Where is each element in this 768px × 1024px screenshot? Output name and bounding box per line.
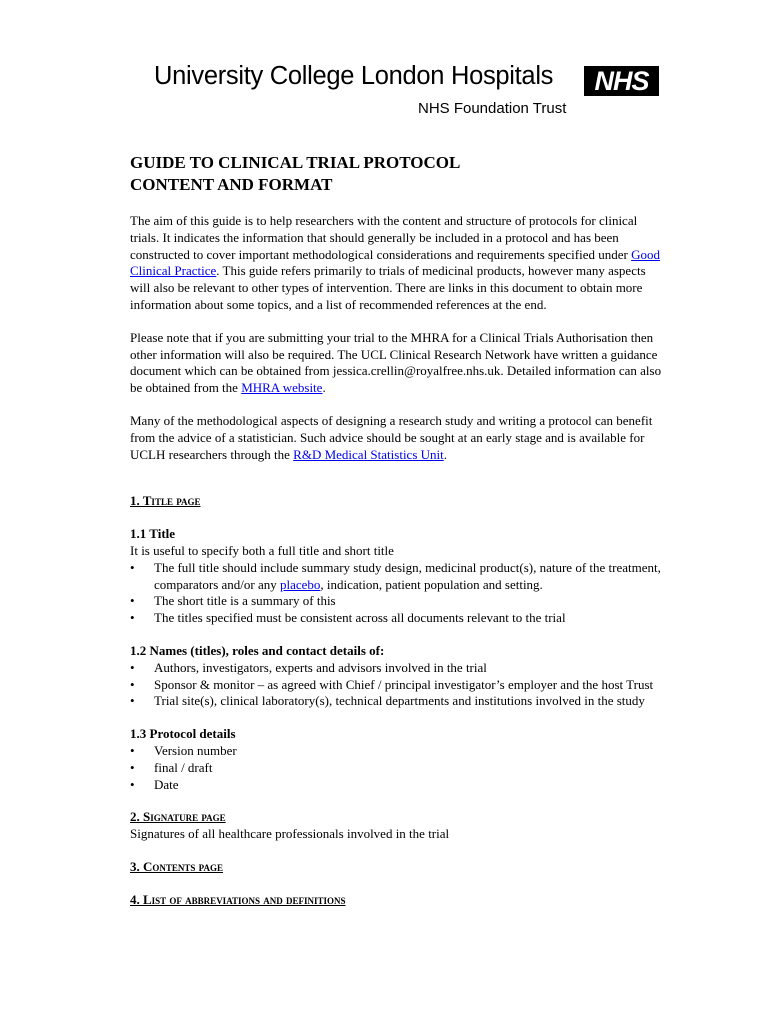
org-subtitle: NHS Foundation Trust [418,100,567,117]
title-line-1: GUIDE TO CLINICAL TRIAL PROTOCOL [130,153,461,172]
section-1-1-heading: 1.1 Title [130,526,176,542]
section-1-heading: 1. Title page [130,493,201,509]
intro-paragraph-1: The aim of this guide is to help researchers with the content and structure of protocols for clinical trials. It indicates the information that should generally be included in a protocol and has been constructed to cover important methodological considerations and requirements specified under Good Clinical Practice. This guide refers primarily to trials of medicinal products, however many aspects will also be relevant to other types of intervention. There are links in this document to obtain more information about some topics, and a list of recommended references at the end. [130,213,660,312]
bullet-icon: • [130,676,135,692]
section-2-text: Signatures of all healthcare professionals involved in the trial [130,826,450,842]
nhs-logo: NHS [584,66,659,96]
list-item: • Sponsor & monitor – as agreed with Chief / principal investigator’s employer and the host Trust [130,676,654,692]
list-item: • The titles specified must be consistent across all documents relevant to the trial [130,610,566,626]
mhra-website-link[interactable]: MHRA website [241,380,323,396]
list-item: • Trial site(s), clinical laboratory(s), technical departments and institutions involved in the study [130,693,645,709]
title-line-2: CONTENT AND FORMAT [130,175,333,194]
list-item: • The full title should include summary study design, medicinal product(s), nature of the treatment, comparators and/or any placebo, indication, patient population and setting. [130,559,661,592]
bullet-icon: • [130,593,135,609]
section-1-1-text: It is useful to specify both a full title and short title [130,542,394,558]
section-1-2-list [130,660,662,710]
intro-paragraph-2: Please note that if you are submitting your trial to the MHRA for a Clinical Trials Authorisation then other information will also be required. The UCL Clinical Research Network have written a guidance document which can be obtained from jessica.crellin@royalfree.nhs.uk. Detailed information can also be obtained from the MHRA website. [130,329,662,396]
list-item: • final / draft [130,759,213,775]
intro-paragraph-3: Many of the methodological aspects of designing a research study and writing a protocol can benefit from the advice of a statistician. Such advice should be sought at an early stage and is available for UCLH researchers through the R&D Medical Statistics Unit. [130,412,653,462]
list-item: • The short title is a summary of this [130,593,336,609]
bullet-icon: • [130,742,135,758]
section-1-1-list [130,560,662,627]
good-clinical-practice-link[interactable]: Good Clinical Practice [130,246,660,279]
section-4-heading: 4. List of abbreviations and definitions [130,891,346,907]
section-1-3-list [130,743,662,793]
org-name: University College London Hospitals [154,62,554,90]
bullet-icon: • [130,693,135,709]
section-1-2-heading: 1.2 Names (titles), roles and contact details of: [130,642,385,658]
section-3-heading: 3. Contents page [130,858,223,874]
medical-statistics-unit-link[interactable]: R&D Medical Statistics Unit [293,446,444,462]
document-header [0,0,768,130]
document-body [130,152,662,909]
document-title [130,152,662,196]
bullet-icon: • [130,559,135,575]
placebo-link[interactable]: placebo [279,576,321,592]
section-2-heading: 2. Signature page [130,809,226,825]
list-item: • Version number [130,742,237,758]
bullet-icon: • [130,610,135,626]
section-1-3-heading: 1.3 Protocol details [130,726,236,742]
list-item: • Date [130,776,179,792]
list-item: • Authors, investigators, experts and advisors involved in the trial [130,659,487,675]
bullet-icon: • [130,759,135,775]
bullet-icon: • [130,776,135,792]
bullet-icon: • [130,659,135,675]
